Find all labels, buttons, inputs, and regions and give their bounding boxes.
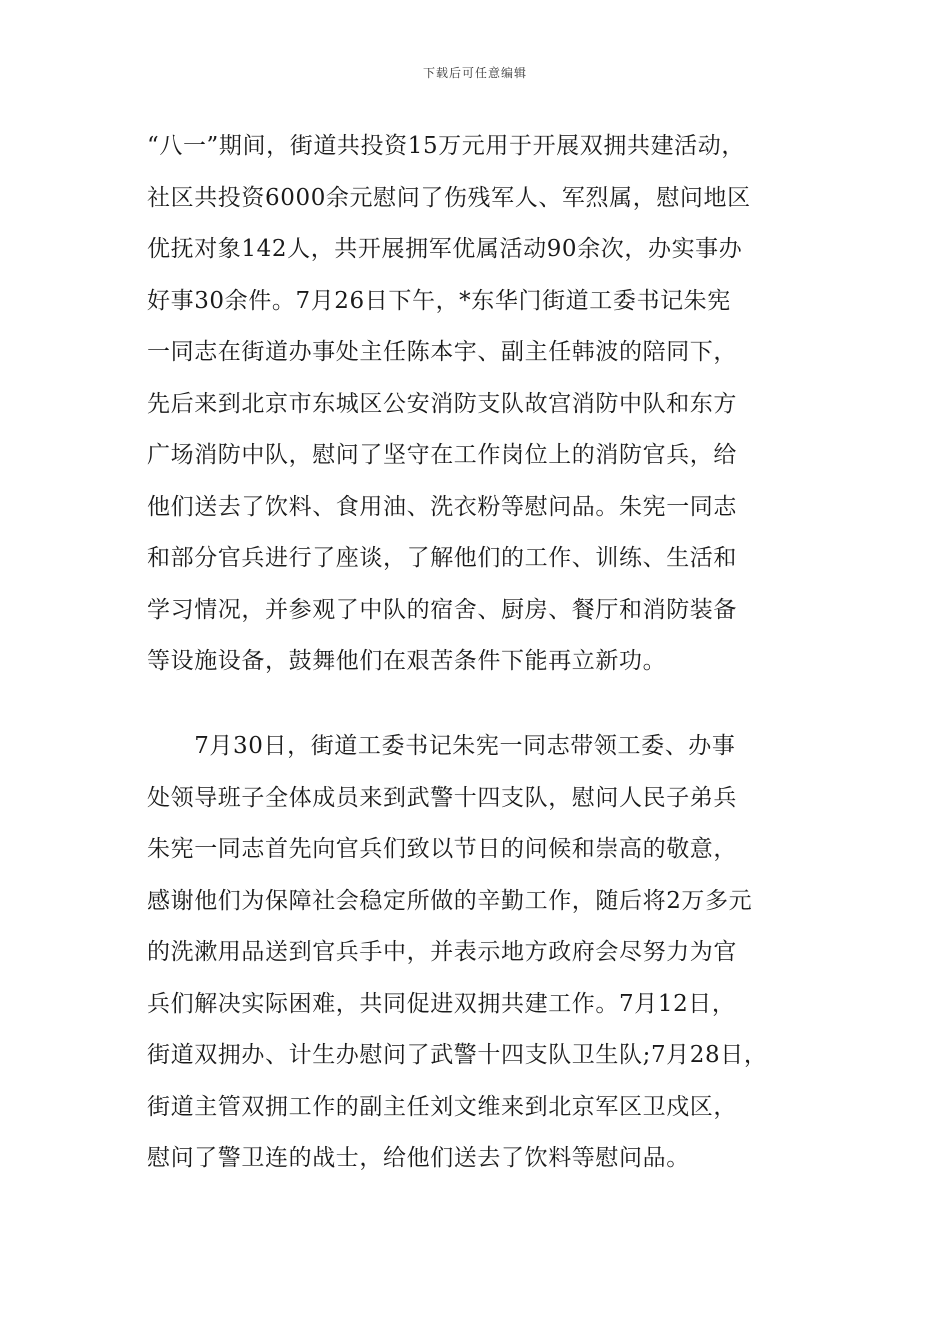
paragraph-1 <box>147 121 847 688</box>
header-note: 下载后可任意编辑 <box>422 66 527 80</box>
paragraph-line: 学习情况，并参观了中队的宿舍、厨房、餐厅和消防装备 <box>147 596 737 623</box>
paragraph-line: 广场消防中队，慰问了坚守在工作岗位上的消防官兵，给 <box>147 442 737 468</box>
paragraph-line: 7月30日，街道工委书记朱宪一同志带领工委、办事 <box>147 733 736 759</box>
paragraph-line: 社区共投资6000余元慰问了伤残军人、军烈属，慰问地区 <box>147 184 751 211</box>
paragraph-line: 先后来到北京市东城区公安消防支队故宫消防中队和东方 <box>147 390 737 417</box>
paragraph-line: 好事30余件。7月26日下午，*东华门街道工委书记朱宪 <box>147 287 731 314</box>
paragraph-line: “八一”期间，街道共投资15万元用于开展双拥共建活动， <box>147 133 745 159</box>
paragraph-line: 的洗漱用品送到官兵手中，并表示地方政府会尽努力为官 <box>147 939 737 965</box>
paragraph-line: 他们送去了饮料、食用油、洗衣粉等慰问品。朱宪一同志 <box>147 493 737 520</box>
paragraph-line: 街道双拥办、计生办慰问了武警十四支队卫生队;7月28日， <box>147 1042 768 1068</box>
paragraph-line: 朱宪一同志首先向官兵们致以节日的问候和崇高的敬意， <box>147 836 737 862</box>
paragraph-line: 一同志在街道办事处主任陈本宇、副主任韩波的陪同下， <box>147 339 737 365</box>
paragraph-line: 处领导班子全体成员来到武警十四支队，慰问人民子弟兵 <box>147 784 737 811</box>
paragraph-line: 感谢他们为保障社会稳定所做的辛勤工作，随后将2万多元 <box>147 887 753 914</box>
paragraph-line: 和部分官兵进行了座谈，了解他们的工作、训练、生活和 <box>147 545 737 571</box>
paragraph-line: 慰问了警卫连的战士，给他们送去了饮料等慰问品。 <box>147 1145 690 1171</box>
paragraph-2 <box>147 721 847 1185</box>
paragraph-line: 兵们解决实际困难，共同促进双拥共建工作。7月12日， <box>147 990 736 1017</box>
paragraph-line: 街道主管双拥工作的副主任刘文维来到北京军区卫戍区， <box>147 1093 737 1120</box>
paragraph-line: 等设施设备，鼓舞他们在艰苦条件下能再立新功。 <box>147 648 667 674</box>
paragraph-line: 优抚对象142人，共开展拥军优属活动90余次，办实事办 <box>147 236 743 262</box>
